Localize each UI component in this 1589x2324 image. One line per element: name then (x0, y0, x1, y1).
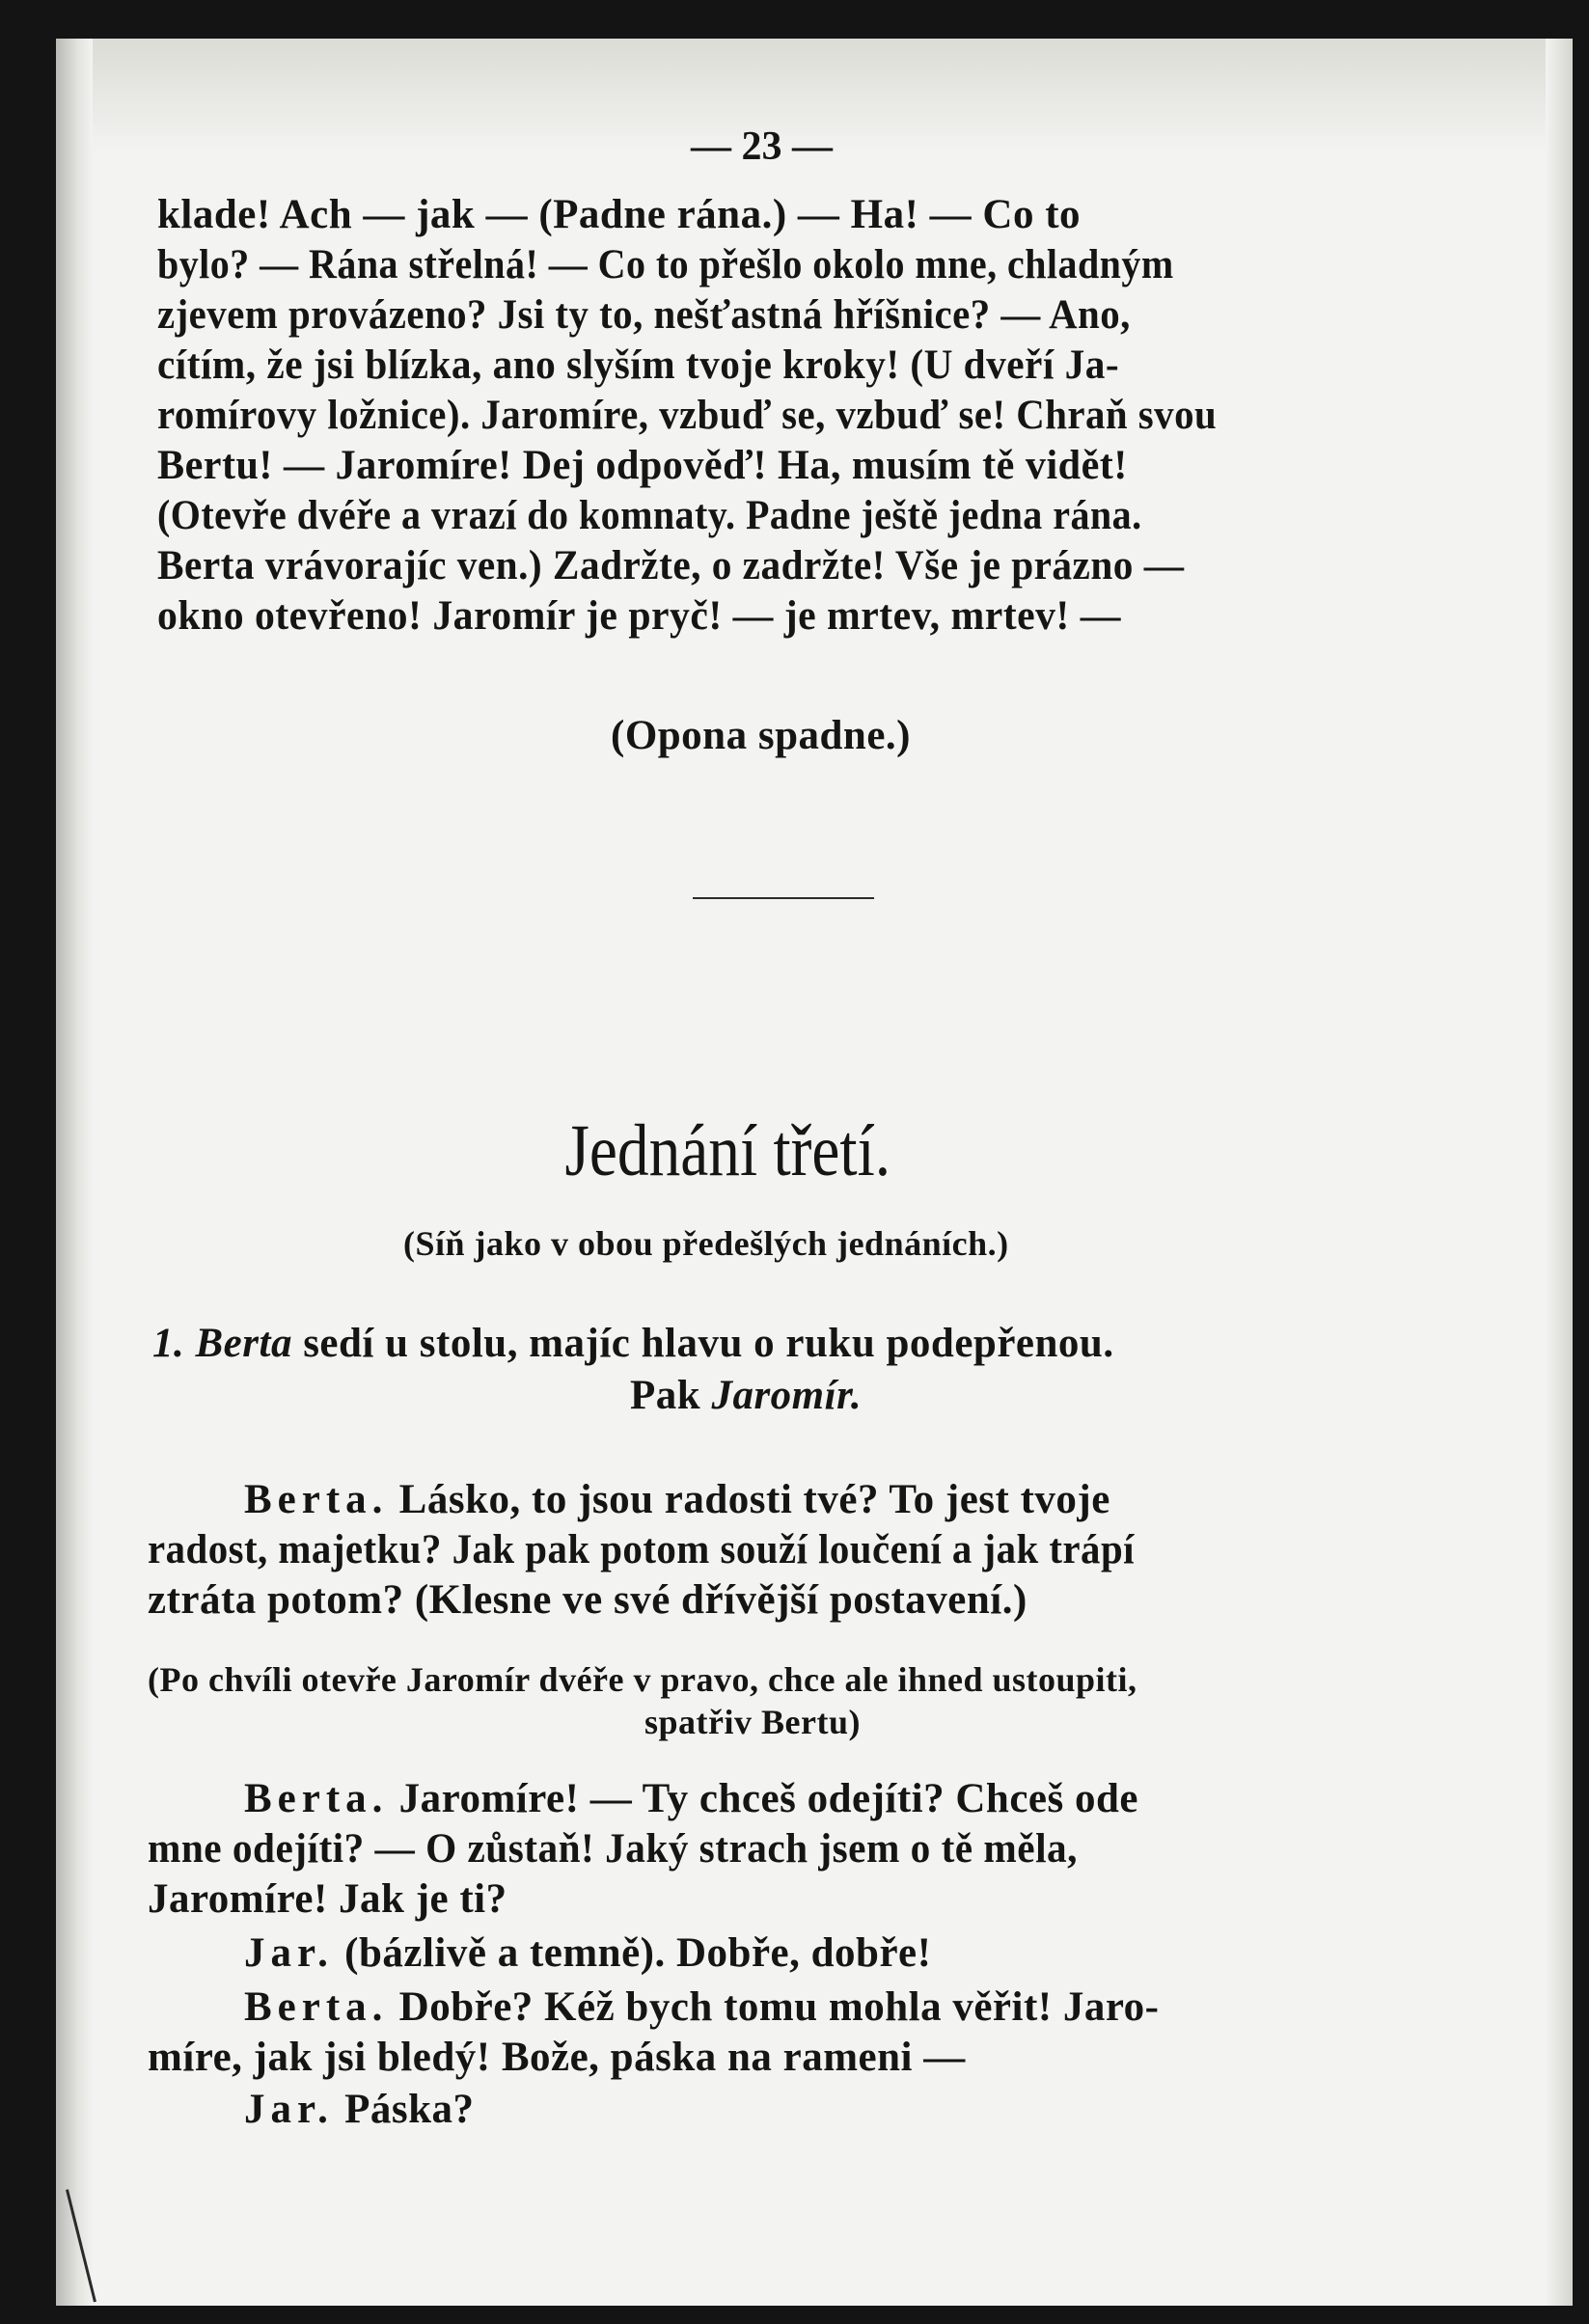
act1-line-9: okno otevřeno! Jaromír je pryč! — je mrtev, mrtev! — (157, 593, 1121, 639)
act1-line-3: zjevem provázeno? Jsi ty to, nešťastná hříšnice? — Ano, (157, 292, 1131, 338)
act-title: Jednání třetí. (564, 1110, 891, 1191)
scene-1-heading-line-2 (630, 1372, 862, 1419)
berta-speech-2-line-3: Jaromíre! Jak je ti? (148, 1876, 507, 1922)
speaker-jar: Jar. (244, 1930, 334, 1976)
scene-number: 1. (152, 1321, 185, 1366)
jar-speech-2 (244, 2086, 475, 2133)
speech-text: Dobře? Kéž bych tomu mohla věřit! Jaro- (398, 1984, 1160, 2030)
speech-text: Lásko, to jsou radosti tvé? To jest tvoje (398, 1477, 1110, 1522)
berta-speech-1-line-2: radost, majetku? Jak pak potom souží loučení a jak trápí (148, 1527, 1135, 1572)
page-fold-shadow (56, 39, 93, 2306)
scene-character: Berta (195, 1321, 292, 1366)
act1-line-7: (Otevře dvéře a vrazí do komnaty. Padne ještě jedna rána. (157, 493, 1142, 538)
berta-speech-3-line-2: míre, jak jsi bledý! Bože, páska na rameni — (148, 2035, 966, 2080)
page-number: — 23 — (691, 124, 833, 169)
page-edge-shading (1546, 39, 1573, 2306)
section-divider (693, 897, 874, 899)
speaker-berta: Berta. (244, 1776, 389, 1821)
speech-text: Páska? (344, 2087, 475, 2132)
stage-direction-1-line-2: spatřiv Bertu) (644, 1703, 861, 1741)
berta-speech-3-line-1 (244, 1983, 1159, 2031)
act1-line-2: bylo? — Rána střelná! — Co to přešlo okolo mne, chladným (157, 242, 1174, 287)
act1-line-5: romírovy ložnice). Jaromíre, vzbuď se, vzbuď se! Chraň svou (157, 393, 1218, 438)
book-page (56, 39, 1573, 2306)
scene-1-heading-line-1 (152, 1320, 1114, 1367)
speaker-berta: Berta. (244, 1984, 389, 2030)
speaker-berta: Berta. (244, 1477, 389, 1522)
speaker-jar: Jar. (244, 2087, 334, 2132)
act1-line-1: klade! Ach — jak — (Padne rána.) — Ha! — Co to (157, 192, 1082, 237)
berta-speech-1-line-3: ztráta potom? (Klesne ve své dřívější postavení.) (148, 1577, 1027, 1623)
speech-text: (bázlivě a temně). Dobře, dobře! (344, 1930, 932, 1976)
berta-speech-1-line-1 (244, 1476, 1110, 1523)
berta-speech-2-line-1 (244, 1775, 1138, 1822)
act1-line-6: Bertu! — Jaromíre! Dej odpověď! Ha, musím tě vidět! (157, 443, 1128, 488)
scene-description: sedí u stolu, majíc hlavu o ruku podepřenou. (303, 1321, 1114, 1366)
berta-speech-2-line-2: mne odejíti? — O zůstaň! Jaký strach jsem o tě měla, (148, 1826, 1078, 1872)
stage-direction-1-line-1: (Po chvíli otevře Jaromír dvéře v pravo, chce ale ihned ustoupiti, (148, 1660, 1137, 1699)
act1-line-8: Berta vrávorajíc ven.) Zadržte, o zadržte! Vše je prázno — (157, 543, 1185, 588)
scene-setting: (Síň jako v obou předešlých jednáních.) (403, 1224, 1009, 1263)
scene-character-2: Jaromír. (711, 1373, 863, 1418)
act1-line-4: cítím, že jsi blízka, ano slyším tvoje kroky! (U dveří Ja- (157, 342, 1120, 388)
jar-speech-1 (244, 1929, 931, 1977)
curtain-direction: (Opona spadne.) (611, 713, 911, 758)
scene-pak: Pak (630, 1373, 701, 1418)
speech-text: Jaromíre! — Ty chceš odejíti? Chceš ode (398, 1776, 1138, 1821)
